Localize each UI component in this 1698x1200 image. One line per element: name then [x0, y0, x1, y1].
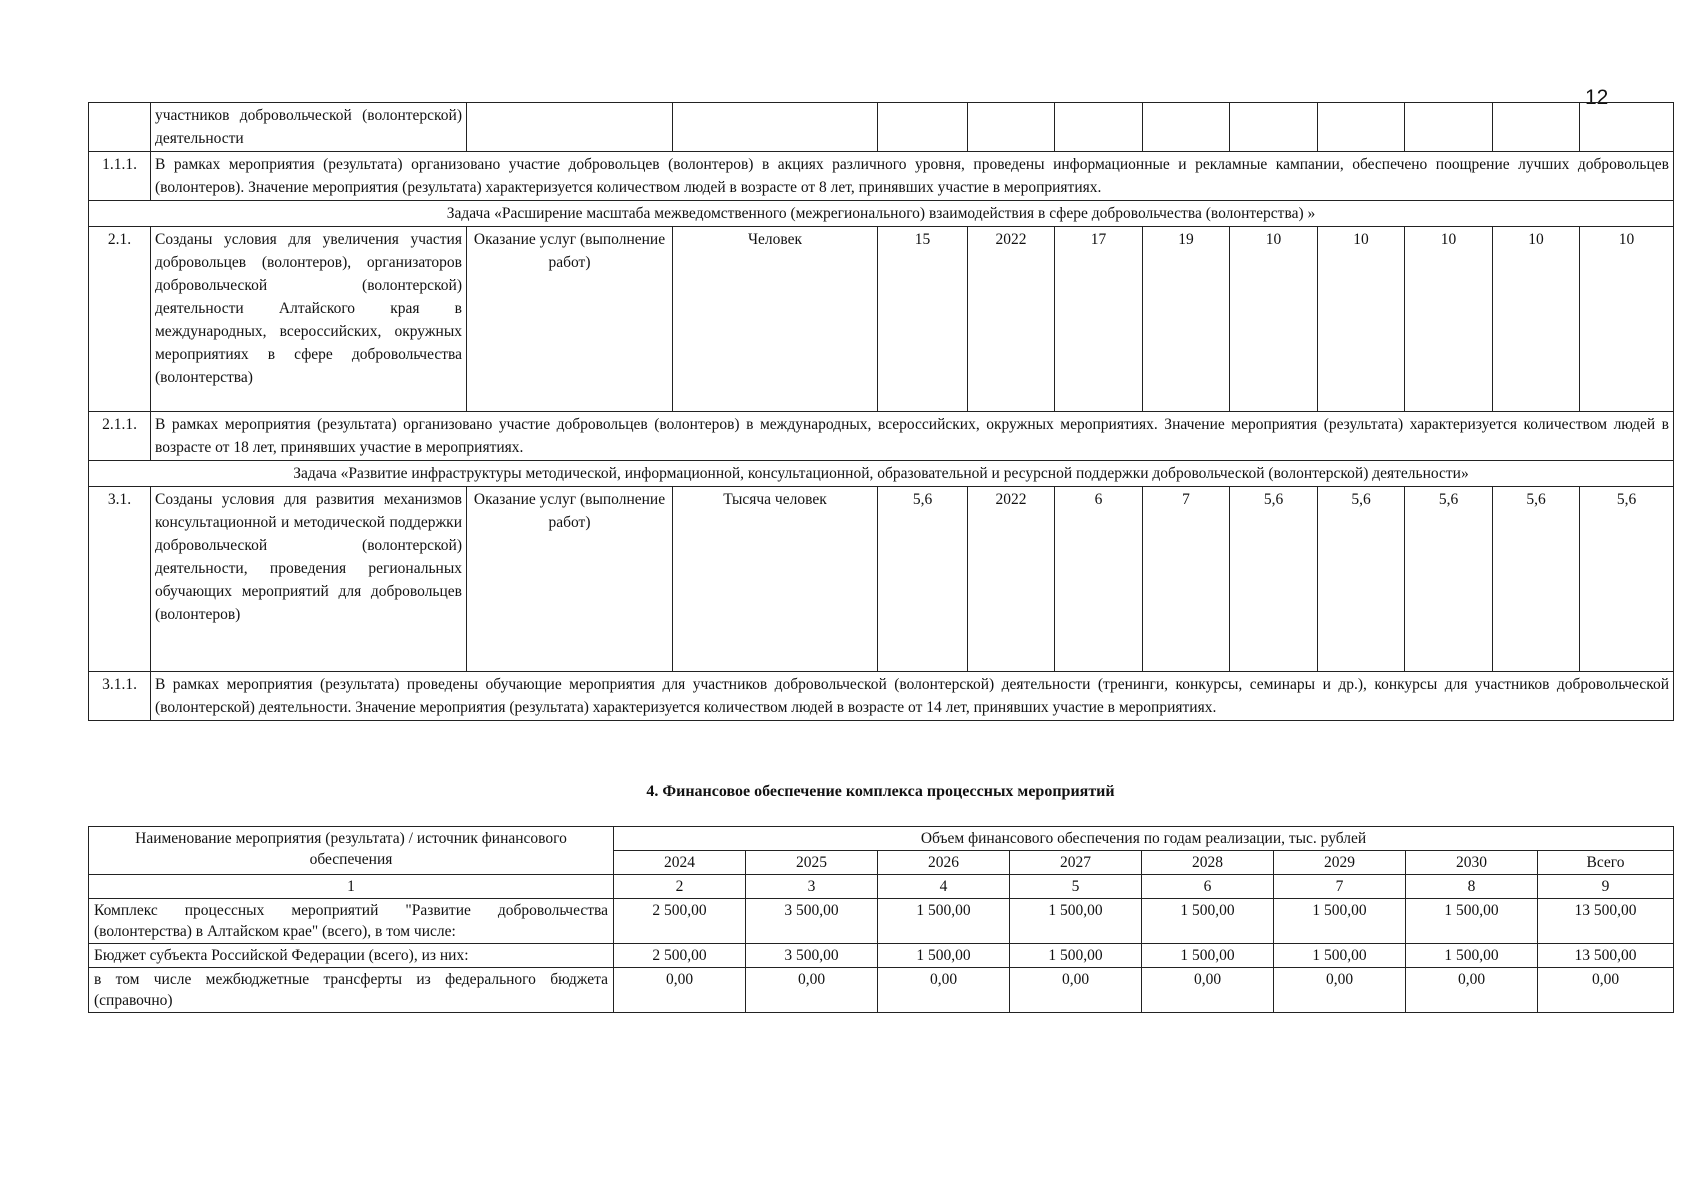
column-number-row	[89, 875, 1674, 899]
amount-cell: 1 500,00	[1406, 944, 1538, 968]
column-number: 4	[878, 875, 1010, 899]
table-row	[89, 899, 1674, 944]
amount-cell: 0,00	[1142, 968, 1274, 1013]
year-header: 2030	[1406, 851, 1538, 875]
year-header: 2026	[878, 851, 1010, 875]
amount-cell: 1 500,00	[1010, 944, 1142, 968]
indicators-table	[88, 102, 1674, 721]
row-number: 2.1.1.	[89, 412, 151, 461]
source-name: Комплекс процессных мероприятий "Развитие добровольчества (волонтерства) в Алтайском крае" (всего), в том числе:	[89, 899, 614, 944]
value-cell: 5,6	[1230, 487, 1318, 672]
table-row	[89, 152, 1674, 201]
column-header-name: Наименование мероприятия (результата) / источник финансового обеспечения	[89, 827, 614, 875]
year-header: 2025	[746, 851, 878, 875]
amount-cell: 3 500,00	[746, 899, 878, 944]
measure-description: В рамках мероприятия (результата) организовано участие добровольцев (волонтеров) в международных, всероссийских, окружных мероприятиях. Значение мероприятия (результата) характеризуется количеством людей в возрасте от 18 лет, принявших участие в мероприятиях.	[151, 412, 1674, 461]
column-number: 8	[1406, 875, 1538, 899]
task-heading: Задача «Расширение масштаба межведомственного (межрегионального) взаимодействия в сфере добровольчества (волонтерства) »	[89, 201, 1674, 227]
table-row	[89, 227, 1674, 412]
source-name: Бюджет субъекта Российской Федерации (всего), из них:	[89, 944, 614, 968]
base-value: 5,6	[878, 487, 968, 672]
table-row	[89, 412, 1674, 461]
unit: Человек	[673, 227, 878, 412]
total-cell: 13 500,00	[1538, 899, 1674, 944]
amount-cell: 1 500,00	[1142, 944, 1274, 968]
table-row	[89, 103, 1674, 152]
value-cell: 6	[1055, 487, 1143, 672]
year-header: 2029	[1274, 851, 1406, 875]
value-cell: 5,6	[1405, 487, 1493, 672]
value-cell: 10	[1405, 227, 1493, 412]
value-cell: 10	[1318, 227, 1405, 412]
base-year: 2022	[968, 487, 1055, 672]
value-cell: 10	[1230, 227, 1318, 412]
amount-cell: 0,00	[1406, 968, 1538, 1013]
table-row	[89, 944, 1674, 968]
amount-cell: 1 500,00	[1406, 899, 1538, 944]
measure-name: участников добровольческой (волонтерской) деятельности	[151, 103, 467, 152]
measure-description: В рамках мероприятия (результата) проведены обучающие мероприятия для участников добровольческой (волонтерской) деятельности (тренинги, конкурсы, семинары и др.), конкурсы для участников добровольческой (волонтерской) деятельности. Значение мероприятия (результата) характеризуется количеством людей в возрасте от 14 лет, принявших участие в мероприятиях.	[151, 672, 1674, 721]
year-header: 2028	[1142, 851, 1274, 875]
section-title: 4. Финансовое обеспечение комплекса процессных мероприятий	[646, 783, 1115, 800]
table-row	[89, 201, 1674, 227]
measure-description: В рамках мероприятия (результата) организовано участие добровольцев (волонтеров) в акциях различного уровня, проведены информационные и рекламные кампании, обеспечено поощрение лучших добровольцев (волонтеров). Значение мероприятия (результата) характеризуется количеством людей в возрасте от 8 лет, принявших участие в мероприятиях.	[151, 152, 1674, 201]
measure-type: Оказание услуг (выполнение работ)	[467, 227, 673, 412]
base-value: 15	[878, 227, 968, 412]
value-cell: 10	[1493, 227, 1580, 412]
value-cell: 5,6	[1580, 487, 1674, 672]
column-number: 3	[746, 875, 878, 899]
row-number: 1.1.1.	[89, 152, 151, 201]
table-row	[89, 487, 1674, 672]
year-header: 2027	[1010, 851, 1142, 875]
column-number: 7	[1274, 875, 1406, 899]
value-cell: 10	[1580, 227, 1674, 412]
amount-cell: 0,00	[878, 968, 1010, 1013]
column-number: 6	[1142, 875, 1274, 899]
source-name: в том числе межбюджетные трансферты из федерального бюджета (справочно)	[89, 968, 614, 1013]
year-header: 2024	[614, 851, 746, 875]
value-cell: 7	[1143, 487, 1230, 672]
total-cell: 13 500,00	[1538, 944, 1674, 968]
amount-cell: 1 500,00	[878, 944, 1010, 968]
column-number: 1	[89, 875, 614, 899]
row-number: 3.1.1.	[89, 672, 151, 721]
amount-cell: 1 500,00	[1142, 899, 1274, 944]
amount-cell: 1 500,00	[1274, 944, 1406, 968]
table-header-row	[89, 827, 1674, 851]
amount-cell: 0,00	[614, 968, 746, 1013]
table-row	[89, 461, 1674, 487]
financing-table	[88, 826, 1674, 1013]
column-number: 2	[614, 875, 746, 899]
amount-cell: 0,00	[1010, 968, 1142, 1013]
amount-cell: 2 500,00	[614, 899, 746, 944]
table-row	[89, 968, 1674, 1013]
measure-name: Созданы условия для увеличения участия добровольцев (волонтеров), организаторов добровольческой (волонтерской) деятельности Алтайского края в международных, всероссийских, окружных мероприятиях в сфере добровольчества (волонтерства)	[151, 227, 467, 412]
row-number: 2.1.	[89, 227, 151, 412]
value-cell: 5,6	[1318, 487, 1405, 672]
column-header-volume: Объем финансового обеспечения по годам реализации, тыс. рублей	[614, 827, 1674, 851]
column-number: 5	[1010, 875, 1142, 899]
row-number: 3.1.	[89, 487, 151, 672]
amount-cell: 0,00	[1274, 968, 1406, 1013]
amount-cell: 3 500,00	[746, 944, 878, 968]
value-cell: 17	[1055, 227, 1143, 412]
column-number: 9	[1538, 875, 1674, 899]
amount-cell: 0,00	[746, 968, 878, 1013]
amount-cell: 1 500,00	[1010, 899, 1142, 944]
measure-name: Созданы условия для развития механизмов консультационной и методической поддержки добровольческой (волонтерской) деятельности, проведения региональных обучающих мероприятий для добровольцев (волонтеров)	[151, 487, 467, 672]
measure-type: Оказание услуг (выполнение работ)	[467, 487, 673, 672]
amount-cell: 1 500,00	[1274, 899, 1406, 944]
amount-cell: 2 500,00	[614, 944, 746, 968]
value-cell: 5,6	[1493, 487, 1580, 672]
value-cell: 19	[1143, 227, 1230, 412]
total-cell: 0,00	[1538, 968, 1674, 1013]
page-number: 12	[1585, 86, 1609, 109]
base-year: 2022	[968, 227, 1055, 412]
unit: Тысяча человек	[673, 487, 878, 672]
table-row	[89, 672, 1674, 721]
task-heading: Задача «Развитие инфраструктуры методической, информационной, консультационной, образовательной и ресурсной поддержки добровольческой (волонтерской) деятельности»	[89, 461, 1674, 487]
amount-cell: 1 500,00	[878, 899, 1010, 944]
total-header: Всего	[1538, 851, 1674, 875]
